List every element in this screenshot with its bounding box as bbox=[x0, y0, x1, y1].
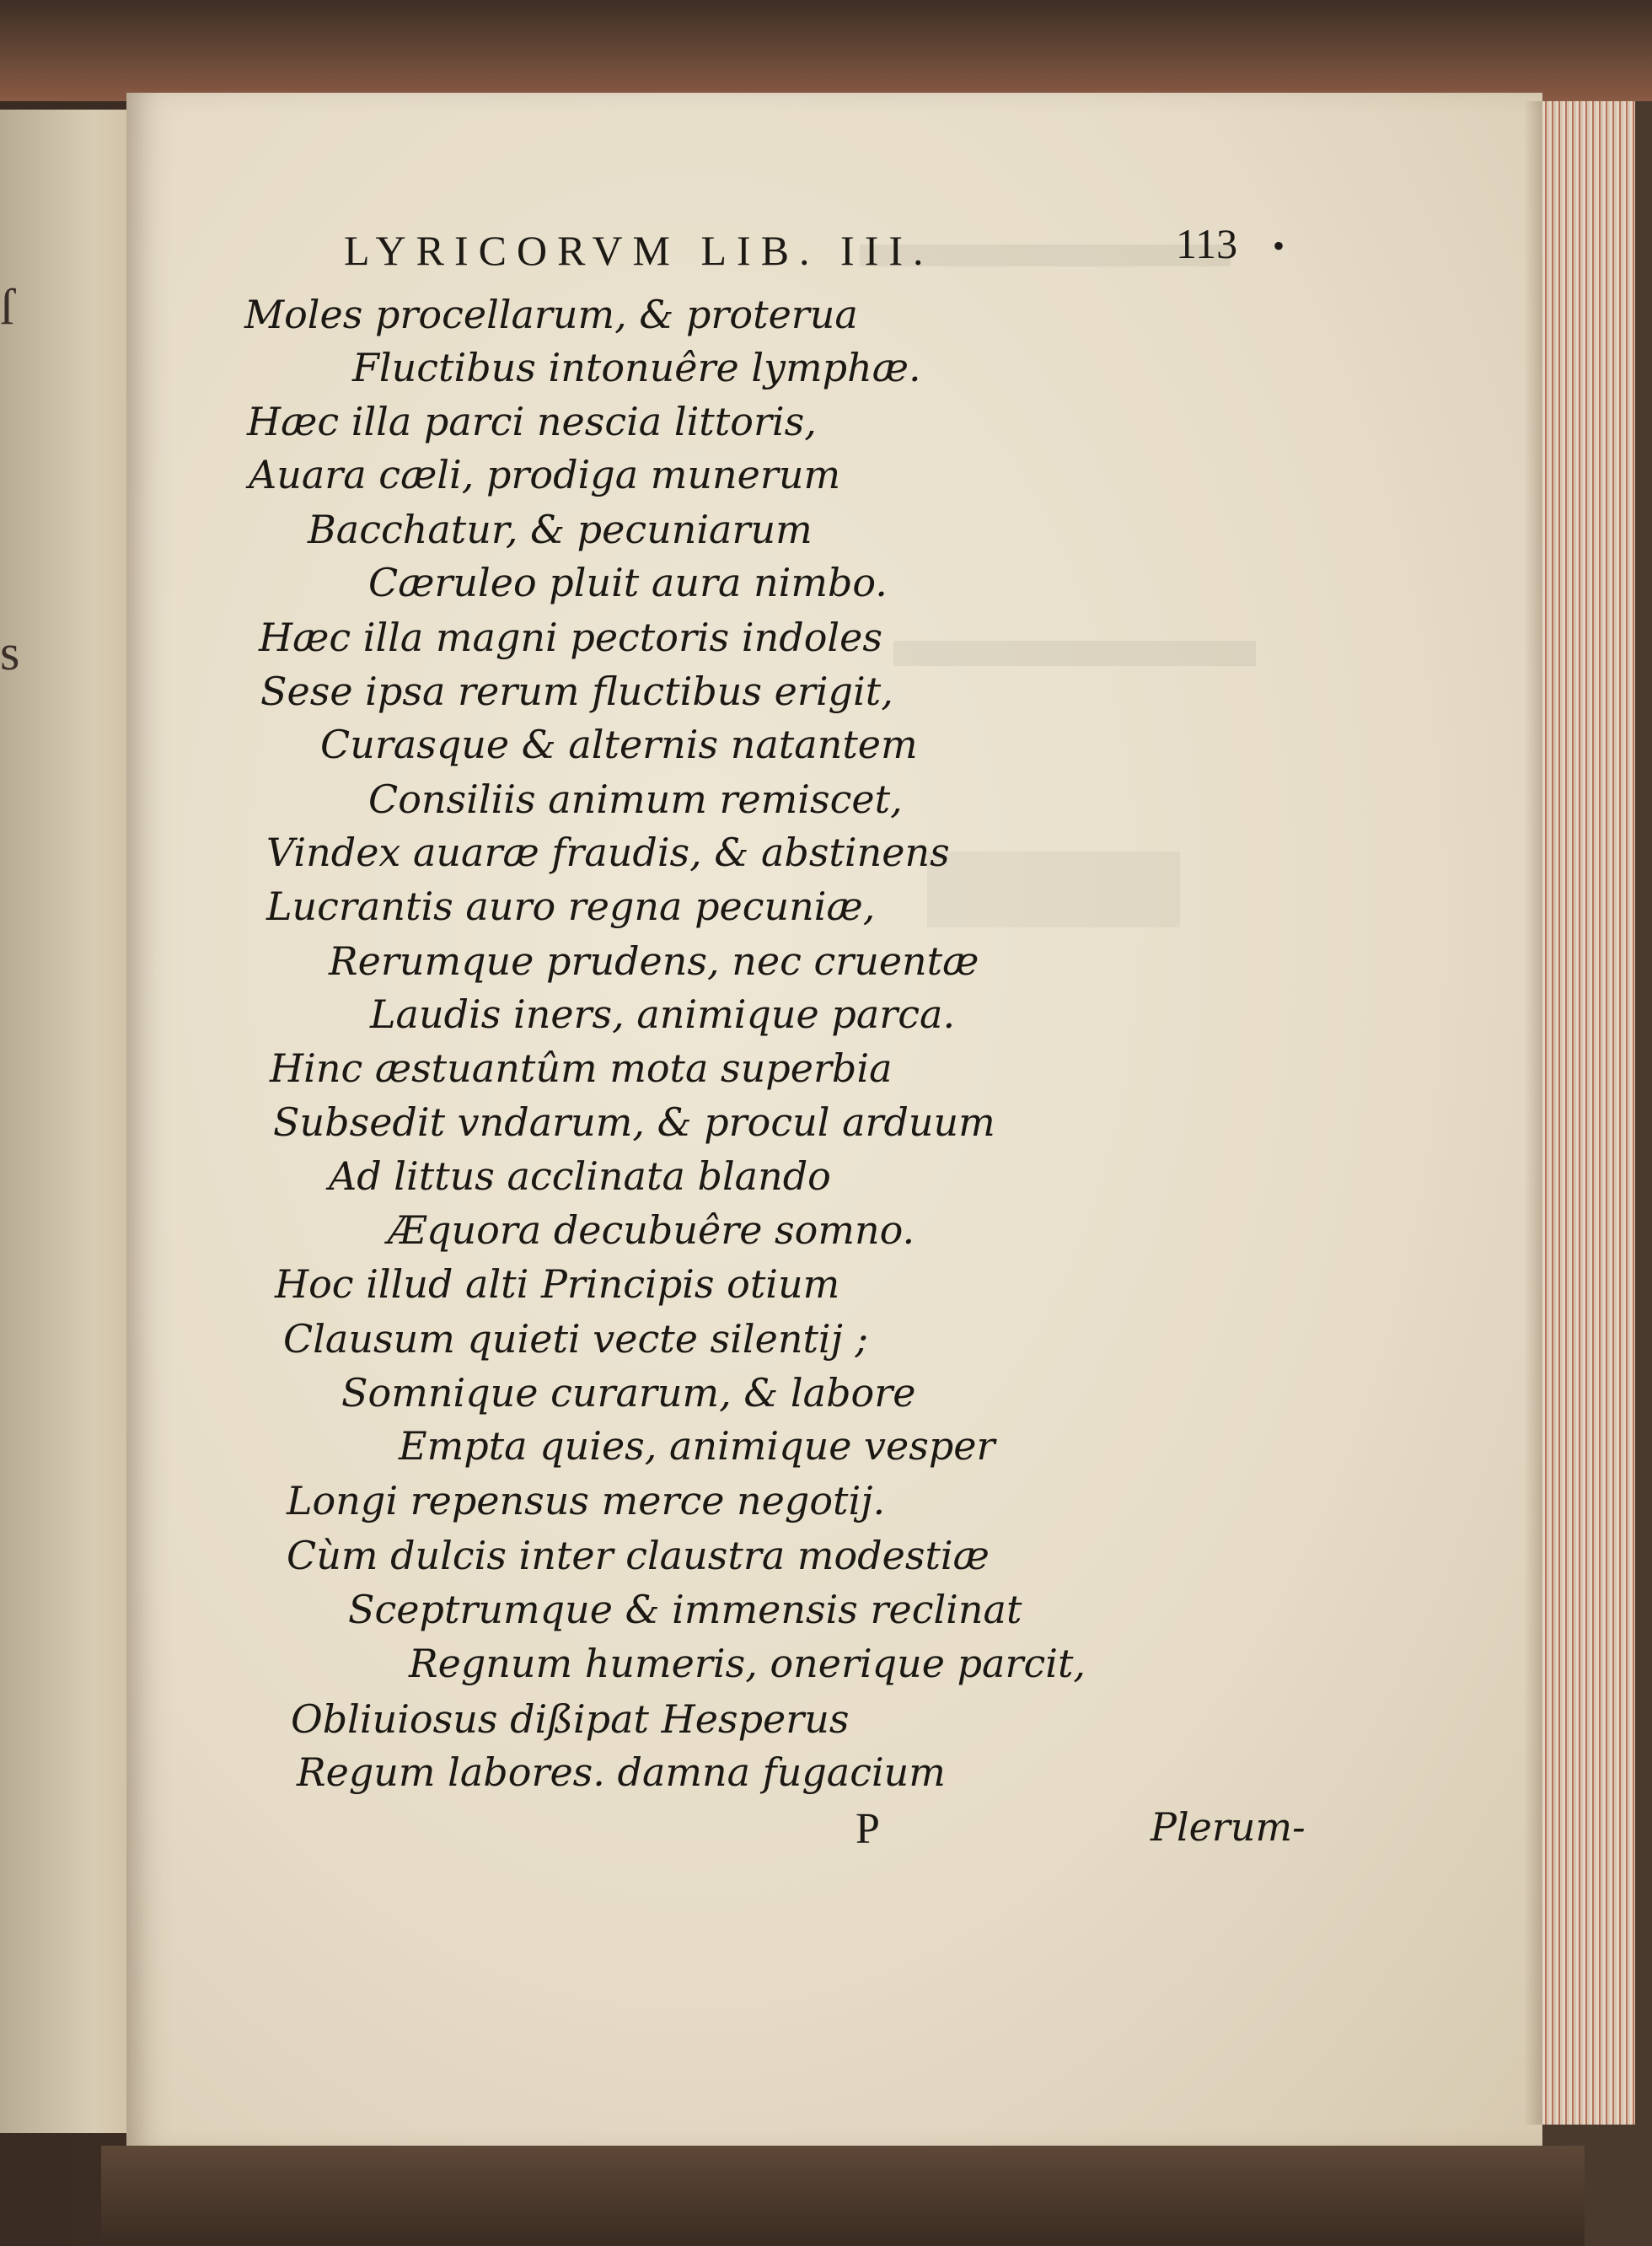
poem-line: Longi repensus merce negotij. bbox=[287, 1478, 886, 1523]
poem-line: Hæc illa parci nescia littoris, bbox=[247, 399, 817, 444]
poem-line: Regum labores. damna fugacium bbox=[297, 1749, 946, 1795]
poem-line: Cæruleo pluit aura nimbo. bbox=[368, 560, 888, 605]
poem-line: Hoc illud alti Principis otium bbox=[275, 1261, 840, 1307]
poem-line: Vindex auaræ fraudis, & abstinens bbox=[266, 830, 950, 875]
poem-line: Fluctibus intonuêre lymphæ. bbox=[352, 345, 921, 390]
poem-line: Lucrantis auro regna pecuniæ, bbox=[266, 884, 876, 929]
poem-line: Somnique curarum, & labore bbox=[341, 1370, 916, 1416]
signature-mark: P bbox=[856, 1805, 880, 1853]
poem-line: Cùm dulcis inter claustra modestiæ bbox=[287, 1533, 990, 1578]
poem-line: Clausum quieti vecte silentij ; bbox=[283, 1316, 869, 1362]
folio-mark: • bbox=[1273, 227, 1285, 265]
poem-line: Bacchatur, & pecuniarum bbox=[308, 507, 813, 552]
poem-line: Curasque & alternis natantem bbox=[320, 722, 918, 767]
running-head: LYRICORVM LIB. III. bbox=[344, 227, 934, 274]
catchword: Plerum- bbox=[1150, 1804, 1306, 1850]
poem-line: Regnum humeris, onerique parcit, bbox=[409, 1641, 1086, 1686]
poem-line: Ad littus acclinata blando bbox=[329, 1153, 831, 1199]
poem-line: Empta quies, animique vesper bbox=[399, 1423, 995, 1469]
page-number: 113 bbox=[1176, 220, 1238, 267]
left-page-fragment: s bbox=[0, 625, 20, 680]
poem-line: Hinc æstuantûm mota superbia bbox=[270, 1045, 893, 1091]
poem-line: Æquora decubuêre somno. bbox=[388, 1207, 915, 1253]
poem-line: Obliuiosus dißipat Hesperus bbox=[291, 1696, 850, 1742]
poem-line: Laudis iners, animique parca. bbox=[370, 991, 956, 1037]
poem-line: Hæc illa magni pectoris indoles bbox=[259, 615, 882, 660]
poem-line: Moles procellarum, & proterua bbox=[244, 292, 858, 337]
poem-line: Sceptrumque & immensis reclinat bbox=[348, 1587, 1022, 1632]
poem-line: Sese ipsa rerum fluctibus erigit, bbox=[260, 669, 893, 714]
poem-line: Consiliis animum remiscet, bbox=[368, 776, 903, 822]
poem-line: Subsedit vndarum, & procul arduum bbox=[273, 1099, 995, 1145]
poem-line: Auara cæli, prodiga munerum bbox=[249, 452, 841, 497]
left-page-fragment: ſ bbox=[0, 279, 14, 335]
poem-line: Rerumque prudens, nec cruentæ bbox=[329, 938, 979, 984]
